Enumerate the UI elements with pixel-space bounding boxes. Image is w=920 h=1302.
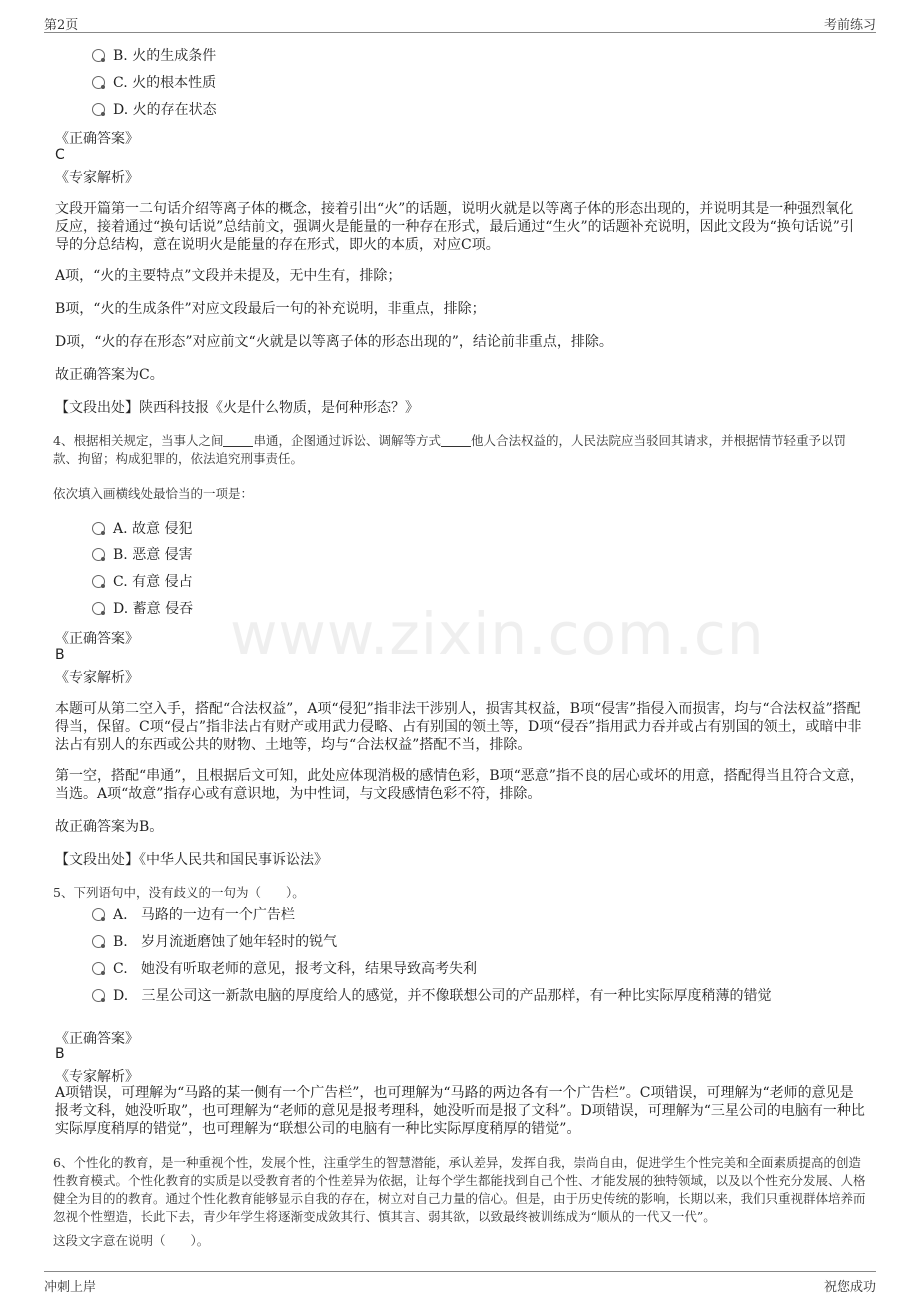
radio-icon[interactable]	[92, 49, 105, 62]
q3-option-c[interactable]: C. 火的根本性质	[92, 74, 216, 92]
radio-icon[interactable]	[92, 548, 105, 561]
q4-option-d[interactable]: D. 蓄意 侵吞	[92, 600, 193, 618]
answer-value: B	[55, 1046, 65, 1062]
answer-value: B	[55, 647, 65, 663]
radio-icon[interactable]	[92, 103, 105, 116]
q3-option-d[interactable]: D. 火的存在状态	[92, 101, 217, 119]
question-prompt: 依次填入画横线处最恰当的一项是：	[53, 486, 254, 501]
analysis-paragraph: 第一空，搭配“串通”，且根据后文可知，此处应体现消极的感情色彩，B项“恶意”指不良的居心或坏的用意，搭配得当且符合文意，当选。A项“故意”指存心或有意识地，为中性词，与文段感情色彩不符，排除。	[55, 768, 864, 802]
radio-icon[interactable]	[92, 935, 105, 948]
radio-icon[interactable]	[92, 522, 105, 535]
page-number: 第2页	[44, 18, 79, 33]
question-stem: 4、根据相关规定，当事人之间 串通，企图通过诉讼、调解等方式 他人合法权益的，人民法院应当驳回其请求，并根据情节轻重予以罚款、拘留；构成犯罪的，依法追究刑事责任。	[53, 433, 846, 466]
page-footer	[44, 1271, 876, 1296]
analysis-paragraph: 故正确答案为C。	[55, 367, 164, 383]
answer-value: C	[55, 147, 65, 163]
analysis-paragraph: 故正确答案为B。	[55, 819, 164, 835]
page-header	[44, 10, 876, 33]
analysis-label: 《专家解析》	[55, 670, 139, 686]
q3-option-b[interactable]: B. 火的生成条件	[92, 47, 216, 65]
source-note: 【文段出处】《中华人民共和国民事诉讼法》	[55, 852, 328, 868]
q4-option-a[interactable]: A. 故意 侵犯	[92, 520, 192, 538]
analysis-paragraph: B项，“火的生成条件”对应文段最后一句的补充说明，非重点，排除；	[55, 301, 486, 317]
fill-blank	[223, 434, 253, 447]
footer-left: 冲刺上岸	[44, 1280, 97, 1295]
radio-icon[interactable]	[92, 602, 105, 615]
question-stem: 5、下列语句中，没有歧义的一句为（ ）。	[53, 885, 305, 900]
analysis-paragraph: 文段开篇第一二句话介绍等离子体的概念，接着引出“火”的话题，说明火就是以等离子体的形态出现的，并说明其是一种强烈氧化反应，接着通过“换句话说”总结前文，强调火是能量的一种存在形式，最后通过“生火”的话题补充说明，因此文段为“换句话说”引导的分总结构，意在说明火是能量的存在形式，即火的本质，对应C项。	[55, 201, 854, 253]
analysis-label: 《专家解析》	[55, 1069, 139, 1085]
analysis-label: 《专家解析》	[55, 170, 139, 186]
q4-option-b[interactable]: B. 恶意 侵害	[92, 546, 193, 564]
q5-option-a[interactable]: A. 马路的一边有一个广告栏	[92, 906, 295, 924]
source-note: 【文段出处】陕西科技报《火是什么物质，是何种形态？》	[55, 400, 419, 416]
radio-icon[interactable]	[92, 962, 105, 975]
answer-label: 《正确答案》	[55, 131, 139, 147]
q5-option-c[interactable]: C. 她没有听取老师的意见，报考文科，结果导致高考失利	[92, 960, 477, 978]
header-title: 考前练习	[823, 18, 876, 33]
footer-right: 祝您成功	[823, 1280, 876, 1295]
watermark: www.zixin.com.cn	[230, 600, 765, 668]
analysis-paragraph: 本题可从第二空入手，搭配“合法权益”，A项“侵犯”指非法干涉别人，损害其权益，B项“侵害”指侵入而损害，均与“合法权益”搭配得当，保留。C项“侵占”指非法占有财产或用武力侵略、占有别国的领土等，D项“侵吞”指用武力吞并或占有别国的领土，或暗中非法占有别人的东西或公共的财物、土地等，均与“合法权益”搭配不当，排除。	[55, 701, 862, 753]
radio-icon[interactable]	[92, 76, 105, 89]
answer-label: 《正确答案》	[55, 1031, 139, 1047]
analysis-paragraph: D项，“火的存在形态”对应前文“火就是以等离子体的形态出现的”，结论前非重点，排除。	[55, 334, 613, 350]
q5-option-b[interactable]: B. 岁月流逝磨蚀了她年轻时的锐气	[92, 933, 337, 951]
radio-icon[interactable]	[92, 908, 105, 921]
radio-icon[interactable]	[92, 989, 105, 1002]
question-stem: 6、个性化的教育，是一种重视个性，发展个性，注重学生的智慧潜能，承认差异，发挥自我，崇尚自由，促进学生个性完美和全面素质提高的创造性教育模式。个性化教育的实质是以受教育者的个性差异为依据，让每个学生都能找到自己个性、才能发展的独特领域，以及以个性充分发展、人格健全为目的的教育。通过个性化教育能够显示自我的存在，树立对自己力量的信心。但是，由于历史传统的影响，长期以来，我们只重视群体培养而忽视个性塑造，长此下去，青少年学生将逐渐变成敛其行、慎其言、弱其欲，以致最终被训练成为“顺从的一代又一代”。	[53, 1155, 866, 1224]
fill-blank	[441, 434, 471, 447]
analysis-paragraph: A项错误，可理解为“马路的某一侧有一个广告栏”，也可理解为“马路的两边各有一个广告栏”。C项错误，可理解为“老师的意见是报考文科，她没听取”，也可理解为“老师的意见是报考理科，她没听而是报了文科”。D项错误，可理解为“三星公司的电脑有一种比实际厚度稍厚的错觉”，也可理解为“联想公司的电脑有一种比实际厚度稍厚的错觉”。	[55, 1085, 865, 1137]
q4-option-c[interactable]: C. 有意 侵占	[92, 573, 193, 591]
q5-option-d[interactable]: D. 三星公司这一新款电脑的厚度给人的感觉，并不像联想公司的产品那样，有一种比实际厚度稍薄的错觉	[92, 987, 772, 1005]
question-prompt: 这段文字意在说明（ ）。	[53, 1233, 210, 1248]
radio-icon[interactable]	[92, 575, 105, 588]
answer-label: 《正确答案》	[55, 631, 139, 647]
analysis-paragraph: A项，“火的主要特点”文段并未提及，无中生有，排除；	[55, 268, 402, 284]
